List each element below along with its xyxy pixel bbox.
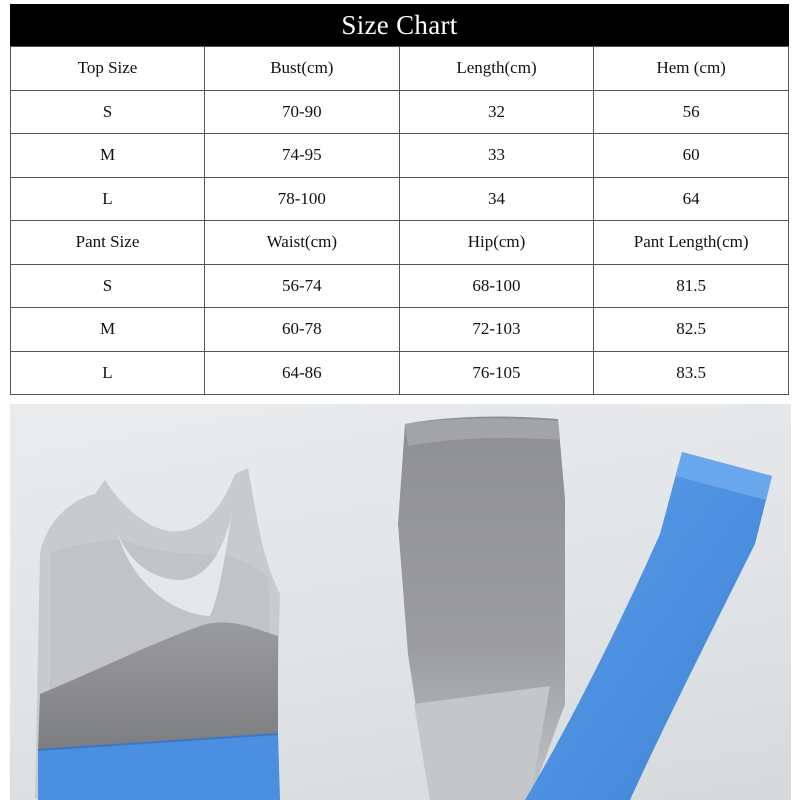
chart-title: Size Chart: [10, 4, 789, 46]
top-header-row: [11, 47, 789, 91]
table-cell: 74-95: [205, 134, 400, 178]
table-cell: 72-103: [399, 308, 594, 352]
pant-header-cell: Waist(cm): [205, 221, 400, 265]
table-cell: M: [11, 308, 205, 352]
table-cell: S: [11, 264, 205, 308]
pant-row: [11, 308, 789, 352]
table-cell: L: [11, 177, 205, 221]
top-row: [11, 177, 789, 221]
table-cell: 64: [594, 177, 789, 221]
pant-header-cell: Hip(cm): [399, 221, 594, 265]
table-cell: M: [11, 134, 205, 178]
top-row: [11, 134, 789, 178]
pant-row: [11, 264, 789, 308]
product-illustration: [10, 404, 791, 800]
pant-header-cell: Pant Size: [11, 221, 205, 265]
top-row: [11, 90, 789, 134]
size-chart: [10, 4, 789, 395]
top-header-cell: Top Size: [11, 47, 205, 91]
table-cell: 81.5: [594, 264, 789, 308]
sports-bra: [35, 468, 280, 800]
table-cell: L: [11, 351, 205, 395]
table-cell: 60-78: [205, 308, 400, 352]
table-cell: 64-86: [205, 351, 400, 395]
table-cell: 83.5: [594, 351, 789, 395]
table-cell: 34: [399, 177, 594, 221]
table-cell: 60: [594, 134, 789, 178]
table-cell: 56-74: [205, 264, 400, 308]
top-header-cell: Bust(cm): [205, 47, 400, 91]
top-header-cell: Hem (cm): [594, 47, 789, 91]
top-header-cell: Length(cm): [399, 47, 594, 91]
pant-header-row: [11, 221, 789, 265]
table-cell: 32: [399, 90, 594, 134]
table-cell: 82.5: [594, 308, 789, 352]
table-cell: 56: [594, 90, 789, 134]
table-cell: S: [11, 90, 205, 134]
table-cell: 68-100: [399, 264, 594, 308]
pant-header-cell: Pant Length(cm): [594, 221, 789, 265]
grey-leggings: [398, 417, 565, 800]
table-cell: 76-105: [399, 351, 594, 395]
table-cell: 70-90: [205, 90, 400, 134]
size-table: [10, 46, 789, 395]
table-cell: 78-100: [205, 177, 400, 221]
product-photo: [10, 404, 791, 800]
table-cell: 33: [399, 134, 594, 178]
pant-row: [11, 351, 789, 395]
